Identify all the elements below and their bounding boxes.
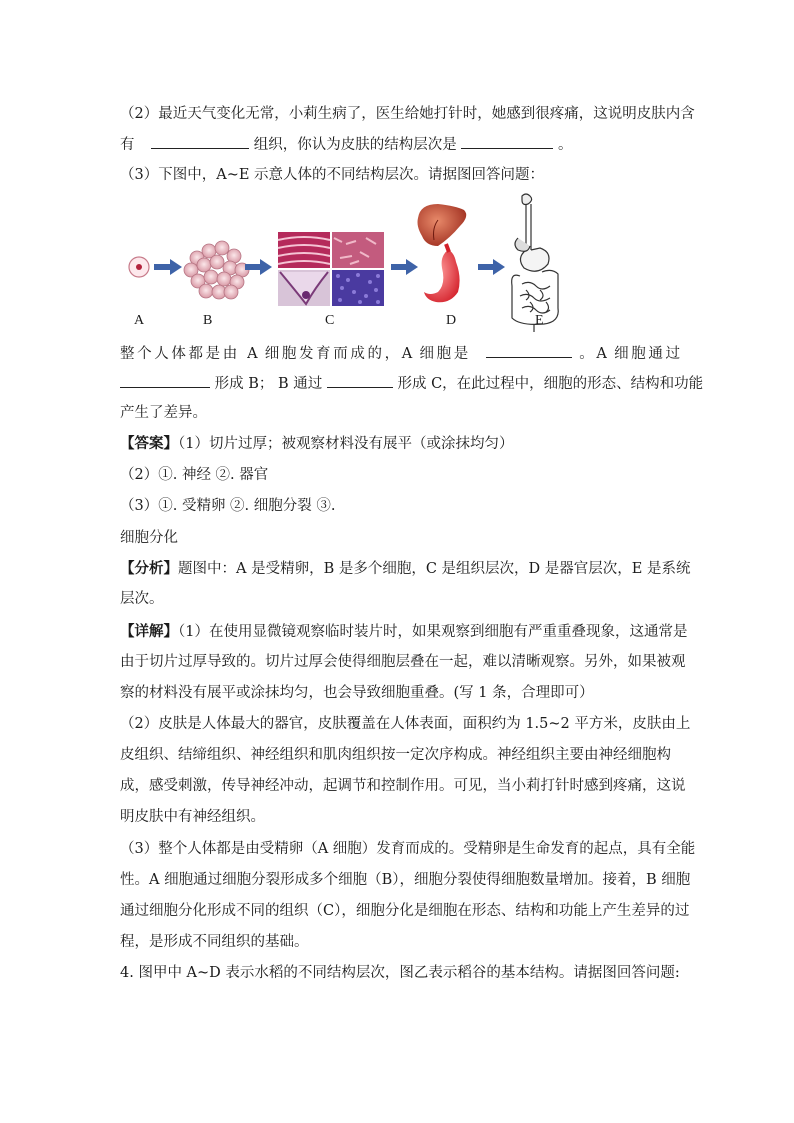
stomach-icon (424, 244, 460, 302)
answer-blank[interactable] (461, 134, 553, 149)
detail-line-5: 皮组织、结缔组织、神经组织和肌肉组织按一定次序构成。神经组织主要由神经细胞构 (120, 747, 671, 763)
detail-line-6: 成，感受刺激，传导神经冲动，起调节和控制作用。可见，当小莉打针时感到疼痛，这说 (120, 778, 686, 794)
cell-cluster-icon (184, 241, 249, 299)
q3-text-2a: 形成 B； B 通过 (214, 376, 323, 392)
q3-text-line-2 (120, 373, 704, 394)
q2-text-a: 有 (120, 137, 135, 153)
analysis-line-1 (120, 559, 691, 579)
q2-text-c: 。 (557, 137, 573, 153)
analysis-tag: 【分析】 (120, 560, 178, 577)
figure-label-c: C (325, 313, 335, 328)
detail-line-1 (120, 622, 688, 642)
tissue-micrograph-icon (278, 232, 384, 306)
figure-label-d: D (446, 313, 457, 328)
q3-intro: （3）下图中，A~E 示意人体的不同结构层次。请据图回答问题： (120, 167, 545, 183)
figure-label-e: E (535, 313, 544, 328)
q3-text-line-1 (120, 343, 680, 364)
detail-line-11: 程，是形成不同组织的基础。 (120, 934, 309, 950)
q3-text-line-3: 产生了差异。 (120, 405, 207, 421)
arrow-icon (391, 259, 418, 275)
q2-text-b: 组织，你认为皮肤的结构层次是 (253, 137, 457, 153)
fertilized-egg-icon (129, 257, 149, 277)
q2-line-2 (120, 134, 680, 155)
answer-1: （1）切片过厚；被观察材料没有展平（或涂抹均匀） (178, 436, 514, 452)
answer-line-4: 细胞分化 (120, 530, 178, 546)
detail-line-7: 明皮肤中有神经组织。 (120, 809, 265, 825)
figure-label-a: A (134, 313, 145, 328)
detail-line-9: 性。A 细胞通过细胞分裂形成多个细胞（B），细胞分裂使得细胞数量增加。接着，B 细胞 (120, 872, 691, 888)
answer-tag: 【答案】 (120, 435, 178, 452)
liver-icon (418, 204, 467, 246)
answer-line-1 (120, 434, 680, 454)
analysis-text: 题图中：A 是受精卵，B 是多个细胞，C 是组织层次，D 是器官层次，E 是系统 (178, 561, 691, 577)
q3-text-1a: 整个人体都是由 A 细胞发育而成的，A 细胞是 (120, 346, 471, 362)
answer-line-3: （3）①. 受精卵 ②. 细胞分裂 ③. (120, 498, 336, 514)
answer-blank[interactable] (120, 373, 210, 388)
answer-line-2: （2）①. 神经 ②. 器官 (120, 467, 269, 483)
q3-text-1b: 。A 细胞通过 (579, 346, 680, 362)
detail-line-3: 察的材料没有展平或涂抹均匀，也会导致细胞重叠。(写 1 条，合理即可） (120, 685, 594, 701)
answer-blank[interactable] (151, 134, 249, 149)
detail-p1-1: （1）在使用显微镜观察临时装片时，如果观察到细胞有严重重叠现象，这通常是 (178, 624, 688, 640)
digestive-system-icon (512, 194, 559, 332)
answer-blank[interactable] (327, 373, 393, 388)
figure-label-b: B (203, 313, 213, 328)
q2-line-1: （2）最近天气变化无常，小莉生病了，医生给她打针时，她感到很疼痛，这说明皮肤内含 (120, 106, 695, 122)
detail-line-2: 由于切片过厚导致的。切片过厚会使得细胞层叠在一起，难以清晰观察。另外，如果被观 (120, 654, 686, 670)
arrow-icon (245, 259, 272, 275)
arrow-icon (478, 259, 505, 275)
q4-line-1: 4. 图甲中 A~D 表示水稻的不同结构层次，图乙表示稻谷的基本结构。请据图回答问题: (120, 965, 680, 981)
structure-levels-figure (120, 192, 680, 332)
detail-line-4: （2）皮肤是人体最大的器官，皮肤覆盖在人体表面，面积约为 1.5~2 平方米，皮肤由上 (120, 716, 691, 732)
detail-tag: 【详解】 (120, 623, 178, 640)
detail-line-8: （3）整个人体都是由受精卵（A 细胞）发育而成的。受精卵是生命发育的起点，具有全能 (120, 841, 696, 857)
detail-line-10: 通过细胞分化形成不同的组织（C），细胞分化是细胞在形态、结构和功能上产生差异的过 (120, 903, 690, 919)
analysis-line-2: 层次。 (120, 591, 164, 607)
arrow-icon (154, 259, 182, 275)
answer-blank[interactable] (486, 343, 572, 358)
q3-text-2b: 形成 C，在此过程中，细胞的形态、结构和功能 (397, 376, 704, 392)
